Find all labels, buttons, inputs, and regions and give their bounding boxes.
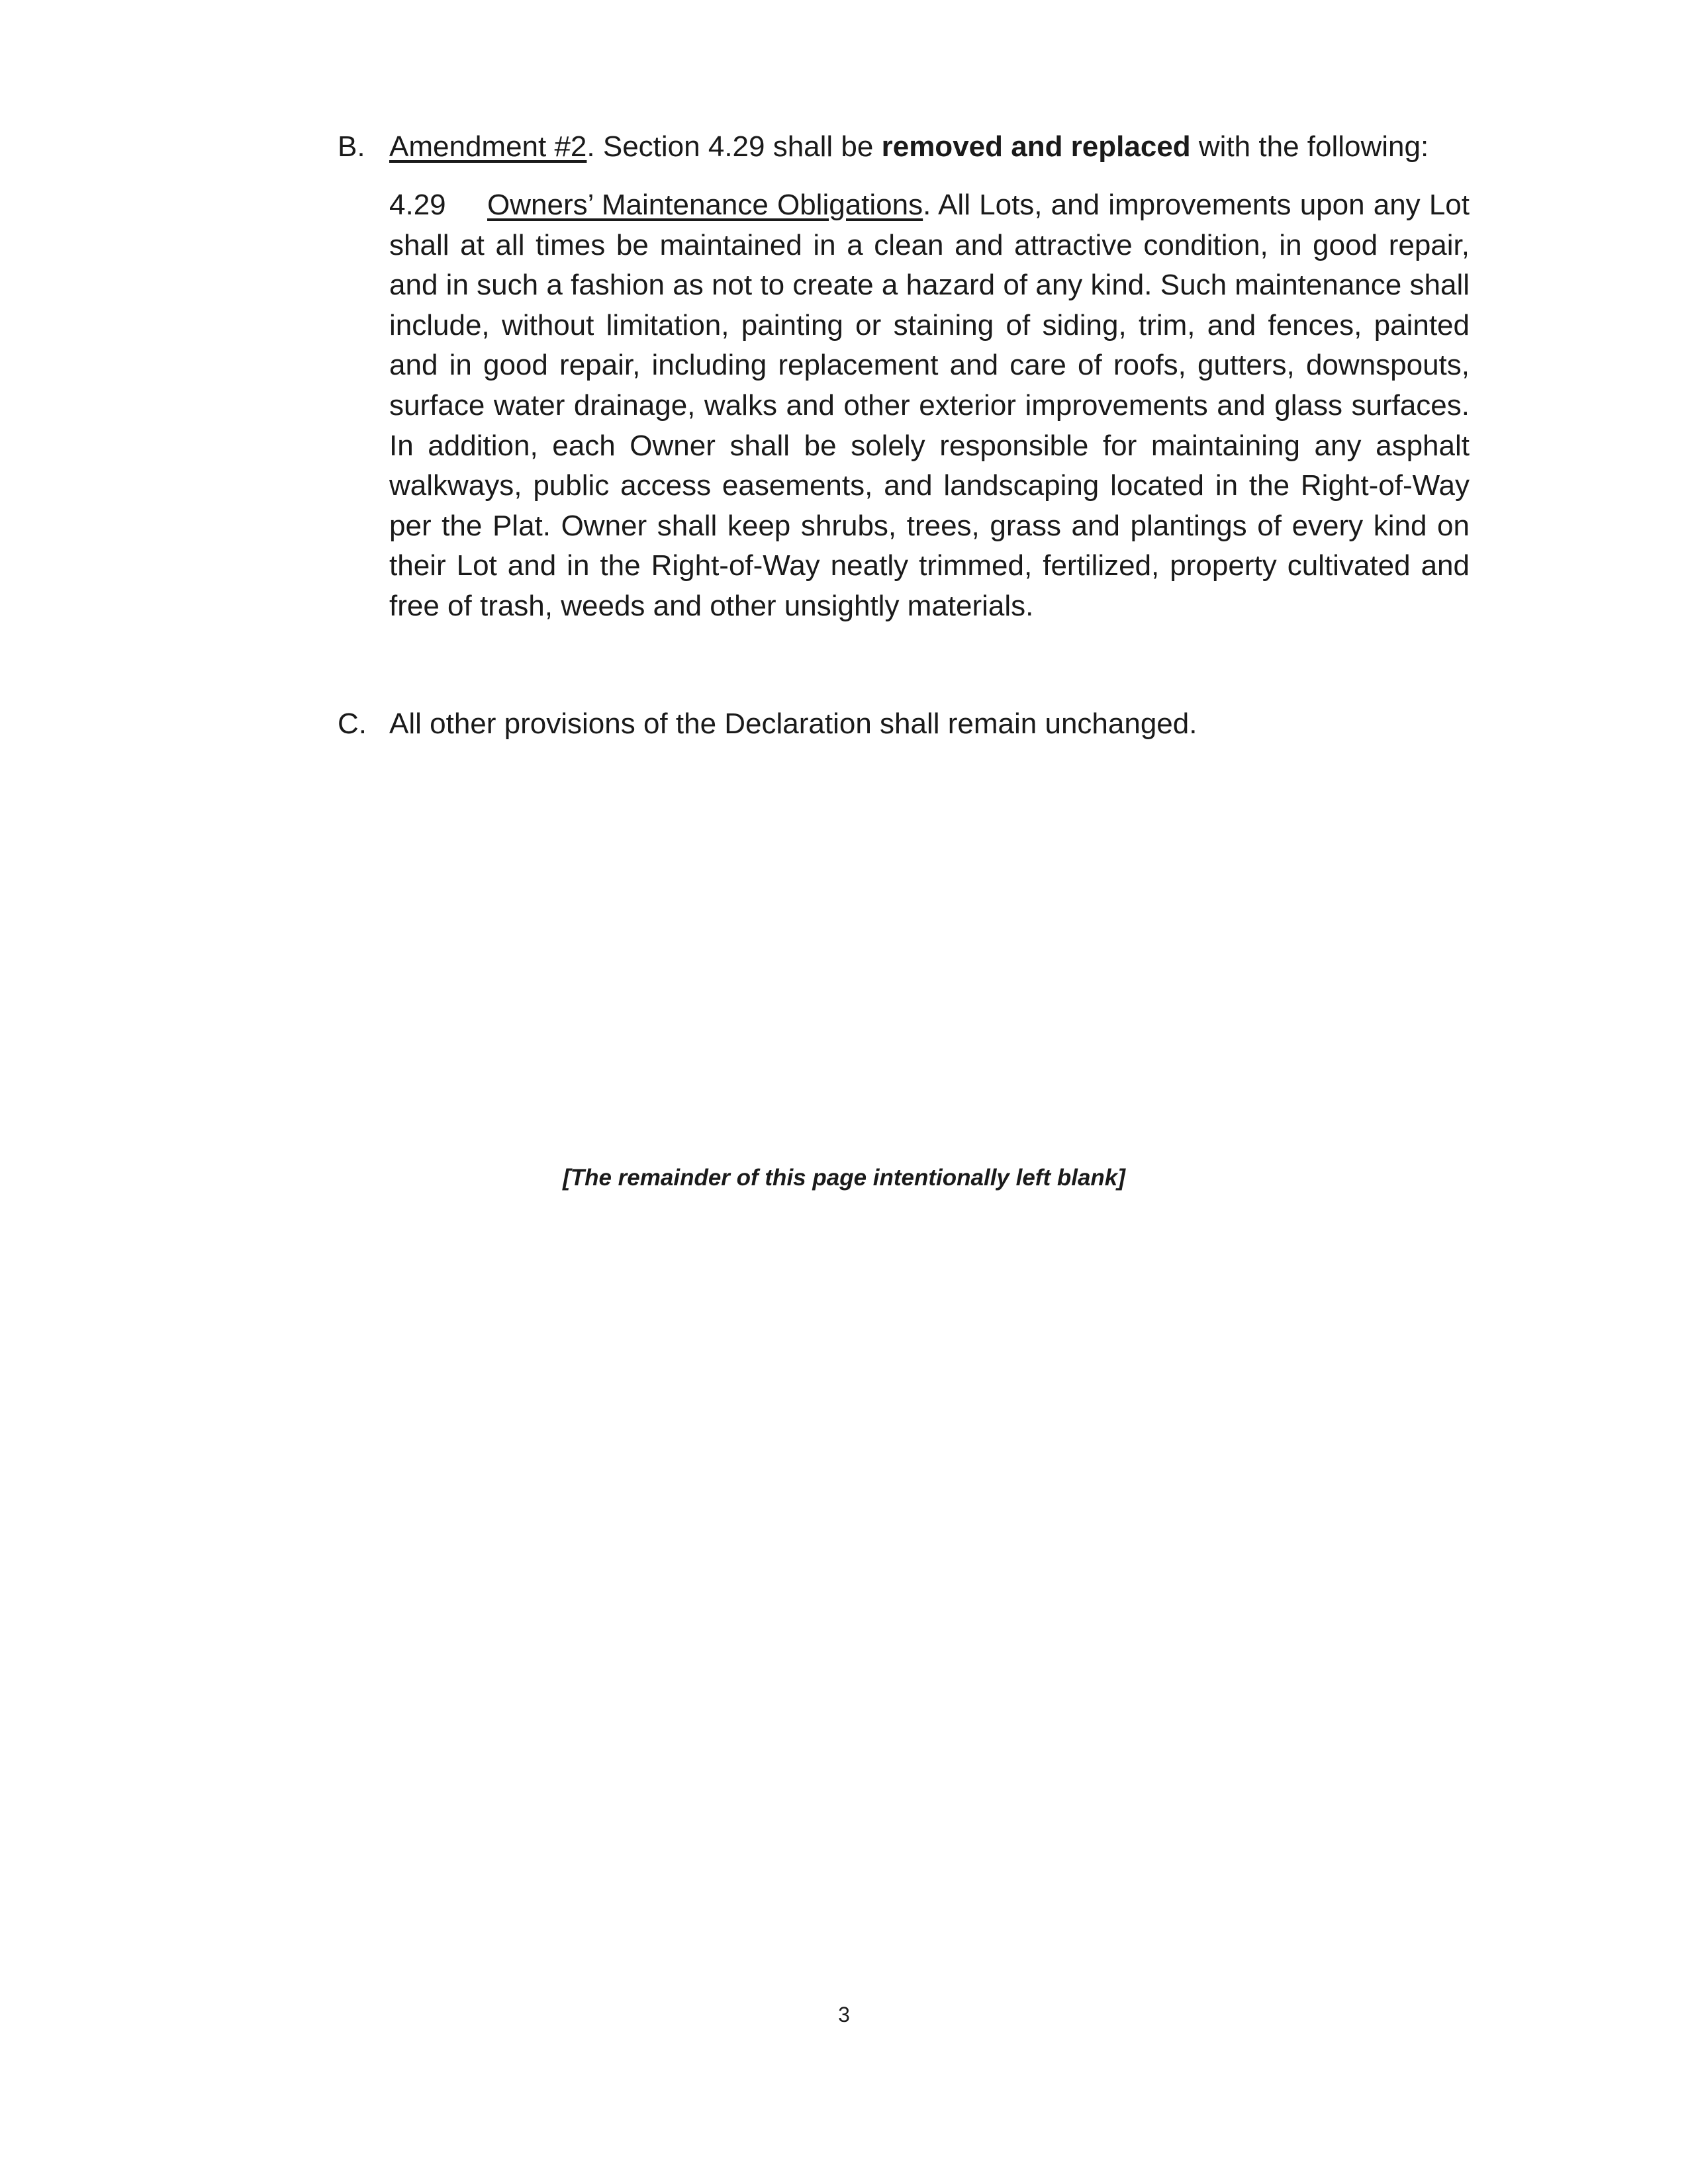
amendment-tail-text: with the following:: [1190, 130, 1429, 163]
section-4-29-paragraph: [389, 185, 1470, 627]
section-heading-period: .: [923, 189, 931, 221]
item-c-text: All other provisions of the Declaration shall remain unchanged.: [389, 707, 1197, 740]
amendment-lead-text: Section 4.29 shall be: [594, 130, 882, 163]
blank-page-note: [The remainder of this page intentionally left blank]: [563, 1165, 1125, 1191]
item-b-text: [389, 127, 1429, 167]
amendment-title: Amendment #2: [389, 130, 587, 163]
item-c-marker: C.: [338, 707, 367, 740]
section-heading: Owners’ Maintenance Obligations: [487, 189, 923, 221]
item-b-marker: B.: [338, 130, 365, 163]
amendment-title-period: .: [586, 130, 595, 163]
section-body-text: All Lots, and improvements upon any Lot shall at all times be maintained in a clean and attractive condition, in good repair, and in such a fashion as not to create a hazard of any kind. Such maintenance shall include, without limitation, painting or staining of siding, trim, and fences, painted and in good repair, including replacement and care of roofs, gutters, downspouts, surface water drainage, walks and other exterior improvements and glass surfaces. In addition, each Owner shall be solely responsible for maintaining any asphalt walkways, public access easements, and landscaping located in the Right-of-Way per the Plat. Owner shall keep shrubs, trees, grass and plantings of every kind on their Lot and in the Right-of-Way neatly trimmed, fertilized, property cultivated and free of trash, weeds and other unsightly materials.: [389, 189, 1470, 622]
amendment-bold-text: removed and replaced: [881, 130, 1191, 163]
section-number: 4.29: [389, 189, 446, 221]
page-number: 3: [838, 2003, 850, 2026]
